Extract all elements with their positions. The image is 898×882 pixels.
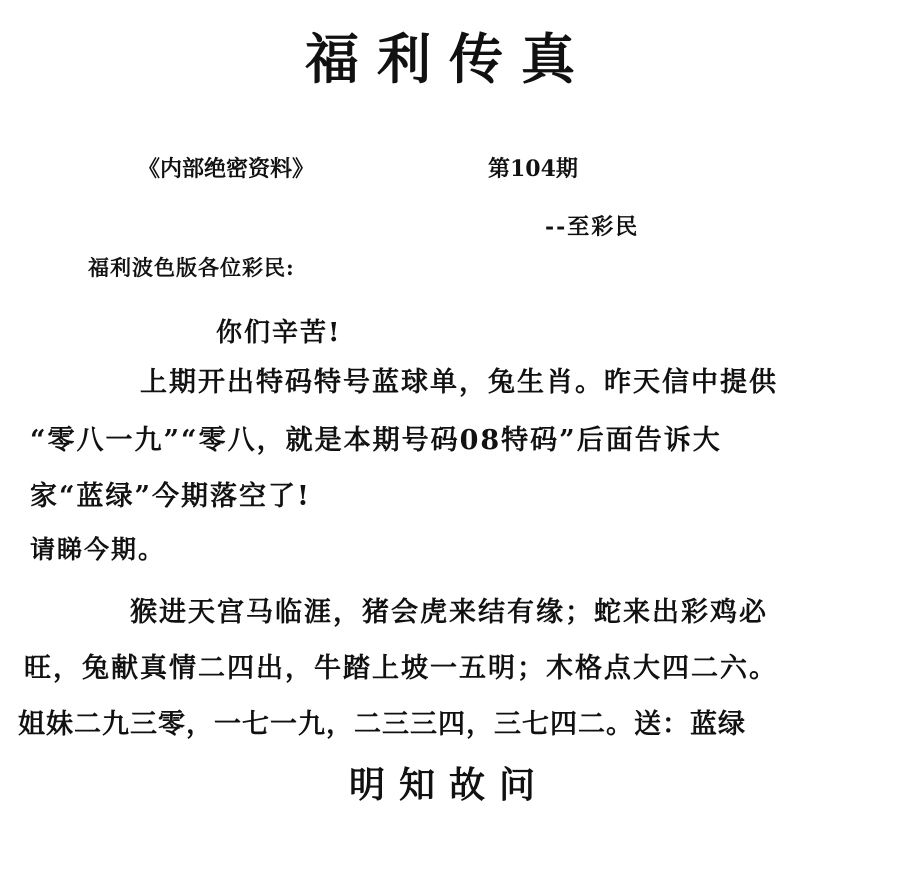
body-line-3: 家“蓝绿”今期落空了! — [30, 481, 311, 512]
poem-line-1: 猴进天宫马临涯，猪会虎来结有缘；蛇来出彩鸡必 — [130, 597, 768, 628]
body-line-4: 请睇今期。 — [30, 535, 166, 564]
confidential-label: 《内部绝密资料》 — [138, 156, 315, 182]
body-line-2: “零八一九”“零八，就是本期号码08特码”后面告诉大 — [30, 425, 722, 456]
salutation: 你们辛苦! — [216, 318, 342, 348]
signature: --至彩民 — [545, 214, 640, 240]
document-title: 福利传真 — [305, 27, 593, 91]
closing-title: 明知故问 — [348, 764, 549, 806]
poem-line-2: 旺，兔献真情二四出，牛踏上坡一五明；木格点大四二六。 — [24, 653, 778, 684]
poem-line-3: 姐妹二九三零，一七一九，二三三四，三七四二。送：蓝绿 — [18, 709, 746, 740]
issue-number: 第104期 — [488, 156, 578, 182]
greeting: 福利波色版各位彩民: — [88, 255, 295, 280]
body-line-1: 上期开出特码特号蓝球单，兔生肖。昨天信中提供 — [140, 367, 778, 398]
